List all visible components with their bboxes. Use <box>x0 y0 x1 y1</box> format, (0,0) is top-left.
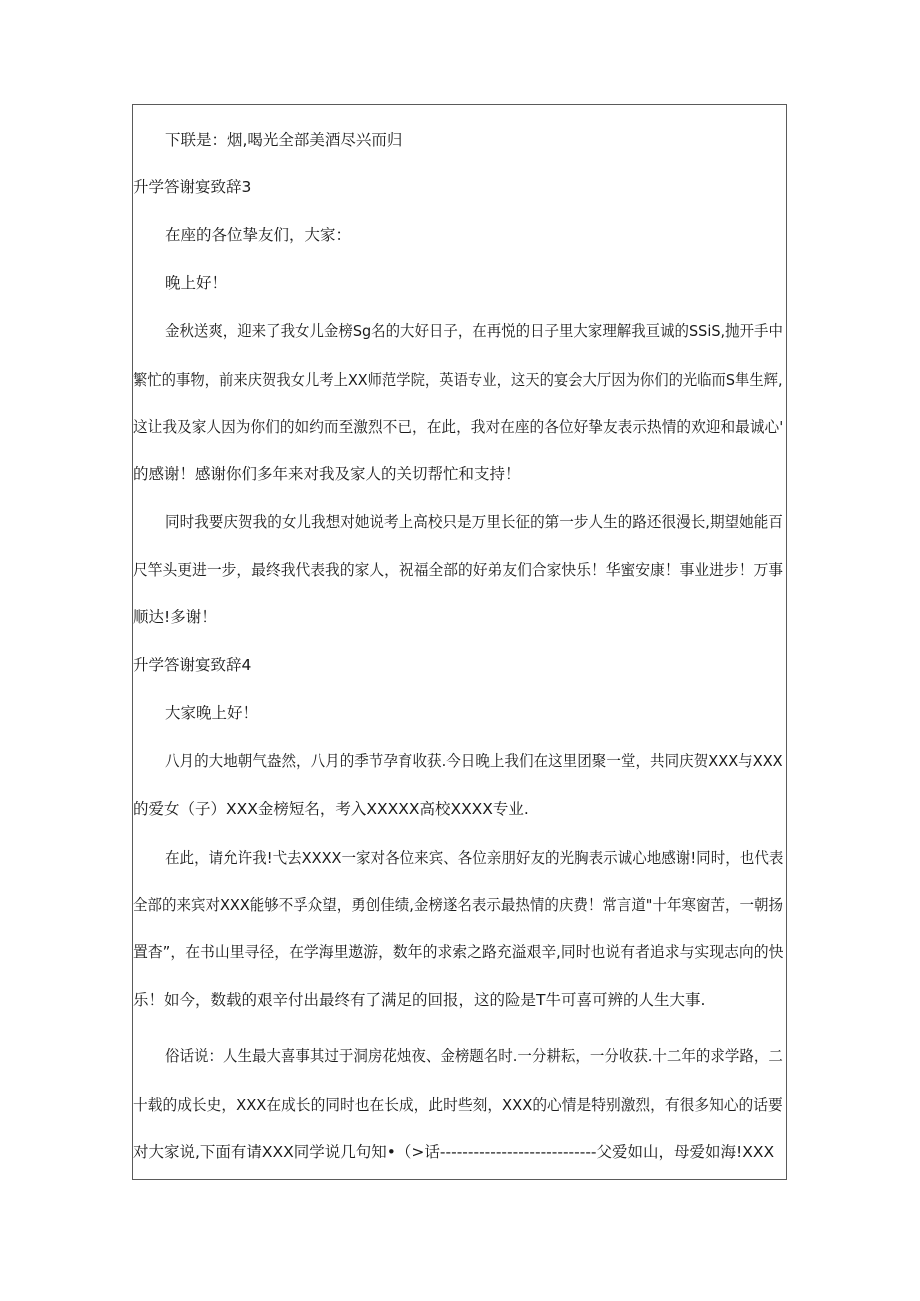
paragraph-line: 在座的各位挚友们，大家： <box>165 226 352 244</box>
couplet-line: 下联是：烟,喝光全部美酒尽兴而归 <box>165 131 403 149</box>
paragraph-line: 的爱女（子）XXX金榜短名，考入XXXXX高校XXXX专业. <box>133 800 529 818</box>
section-heading-4: 升学答谢宴致辞4 <box>133 656 252 674</box>
paragraph-line: 乐！如今，数载的艰辛付出最终有了满足的回报，这的险是T牛可喜可辨的人生大事. <box>133 991 706 1009</box>
paragraph-line: 顺达!多谢！ <box>133 608 217 626</box>
paragraph-line: 同时我要庆贺我的女儿我想对她说考上高校只是万里长征的第一步人生的路还很漫长,期望她能百 <box>165 513 783 531</box>
paragraph-line: 十载的成长史，XXX在成长的同时也在长成，此时些刻，XXX的心情是特别激烈，有很多知心的话要 <box>133 1096 783 1114</box>
paragraph-line: 繁忙的事物，前来庆贺我女儿考上XX师范学院，英语专业，这天的宴会大厅因为你们的光临而S隼生辉, <box>133 371 783 389</box>
paragraph-line: 这让我及家人因为你们的如约而至激烈不已，在此，我对在座的各位好挚友表示热情的欢迎和最诚心' <box>133 418 784 436</box>
page-frame <box>132 104 787 1180</box>
section-heading-3: 升学答谢宴致辞3 <box>133 178 252 196</box>
paragraph-line: 在此，请允许我!弋去XXXX一家对各位来宾、各位亲朋好友的光胸表示诚心地感谢!同时，也代表 <box>165 849 784 867</box>
paragraph-line: 全部的来宾对XXX能够不孚众望，勇创佳绩,金榜遂名表示最热情的庆费！常言道"十年寒窗苦，一朝扬 <box>133 896 783 914</box>
paragraph-line: 置杳”，在书山里寻径，在学海里遨游，数年的求索之路充溢艰辛,同时也说有者追求与实现志向的快 <box>133 943 784 961</box>
paragraph-line: 金秋送爽，迎来了我女儿金榜Sg名的大好日子，在再悦的日子里大家理解我亘诚的SSiS,抛开手中 <box>165 322 783 340</box>
paragraph-line: 对大家说,下面有请XXX同学说几句知•（>话----------------------------父爱如山，母爱如海!XXX <box>133 1143 775 1161</box>
paragraph-line: 大家晚上好！ <box>165 704 259 722</box>
paragraph-line: 的感谢！感谢你们多年来对我及家人的关切帮忙和支持！ <box>133 465 521 483</box>
paragraph-line: 晚上好！ <box>165 274 228 292</box>
paragraph-line: 八月的大地朝气盎然，八月的季节孕育收获.今日晚上我们在这里团聚一堂，共同庆贺XXX与XXX <box>165 752 783 770</box>
paragraph-line: 尺竿头更进一步，最终我代表我的家人，祝福全部的好弟友们合家快乐！华蜜安康！事业进步！万事 <box>133 561 784 579</box>
paragraph-line: 俗话说：人生最大喜事其过于洞房花烛夜、金榜题名时.一分耕耘，一分收获.十二年的求学路，二 <box>165 1047 783 1065</box>
